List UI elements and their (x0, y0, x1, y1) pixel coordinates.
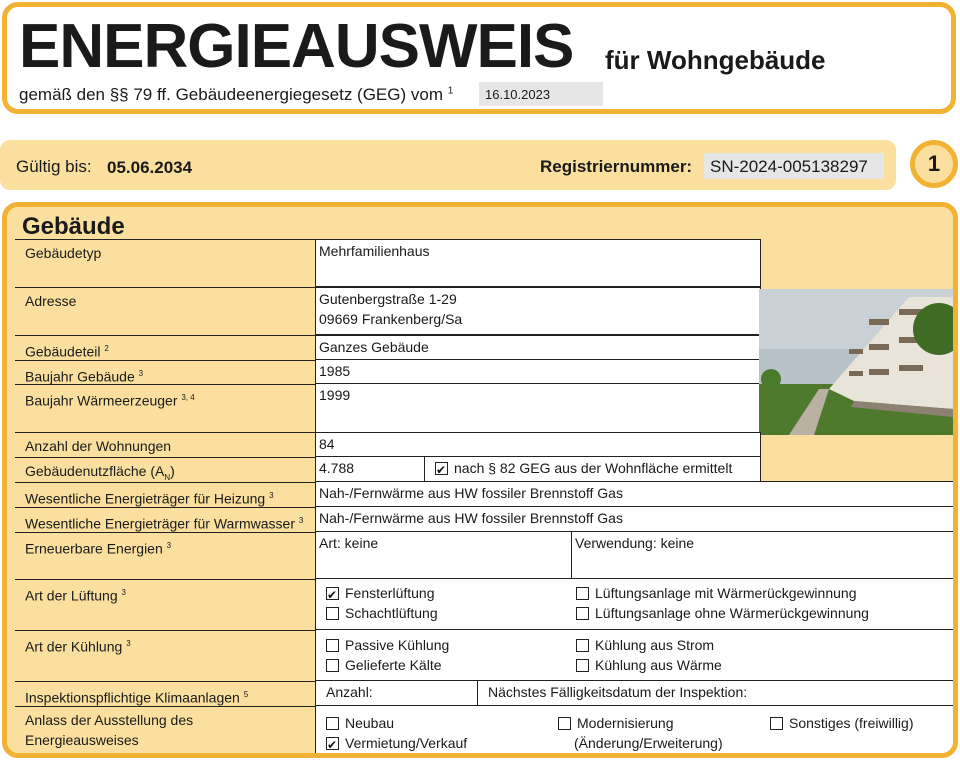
issue-reason-options (315, 705, 957, 758)
apartments-value: 84 (315, 432, 761, 457)
option-passive-cooling[interactable]: Passive Kühlung (326, 635, 449, 655)
address-line-1: Gutenbergstraße 1-29 (319, 291, 457, 307)
year-building-value: 1985 (315, 359, 761, 384)
section-title: Gebäude (22, 213, 125, 240)
row-label-usable-area: Gebäudenutzfläche $(A_N)$ (15, 457, 317, 482)
cooling-heat-checkbox[interactable] (576, 659, 589, 672)
option-cooling-heat[interactable]: Kühlung aus Wärme (576, 655, 722, 675)
registration-number: SN-2024-005138297 (704, 153, 884, 179)
row-label-renewables: Erneuerbare Energien $^3$ (15, 532, 317, 579)
row-label-year-building: Baujahr Gebäude $^3$ (15, 360, 317, 384)
document-subtitle: für Wohngebäude (605, 45, 826, 75)
geg-footnote: 1 (447, 85, 454, 97)
building-photo (759, 289, 953, 435)
renewable-usage-value: Verwendung: keine (571, 531, 957, 579)
other-checkbox[interactable] (770, 717, 783, 730)
window-ventilation-checkbox[interactable] (326, 587, 339, 600)
valid-until-label: Gültig bis: (16, 157, 92, 176)
option-cooling-electric[interactable]: Kühlung aus Strom (576, 635, 714, 655)
passive-cooling-checkbox[interactable] (326, 639, 339, 652)
header-panel (2, 2, 956, 114)
option-shaft-ventilation[interactable]: Schachtlüftung (326, 603, 438, 623)
modernisation-checkbox[interactable] (558, 717, 571, 730)
usable-area-note: ✔ nach § 82 GEG aus der Wohnfläche ermittelt (424, 456, 761, 482)
ventilation-options (315, 578, 957, 630)
aircon-count-field: Anzahl: (315, 680, 478, 706)
usable-area-value: 4.788 (315, 456, 425, 482)
address-line-2: 09669 Frankenberg/Sa (319, 311, 463, 327)
rent-sale-checkbox[interactable] (326, 737, 339, 750)
valid-until-date: 05.06.2034 (107, 158, 193, 177)
vent-without-recovery-checkbox[interactable] (576, 607, 589, 620)
new-build-checkbox[interactable] (326, 717, 339, 730)
area-method-checkbox[interactable] (435, 462, 448, 475)
delivered-cold-checkbox[interactable] (326, 659, 339, 672)
option-rent-sale[interactable]: ✔Vermietung/Verkauf (326, 733, 467, 753)
option-modernisation[interactable]: Modernisierung (558, 713, 674, 733)
cooling-options (315, 629, 957, 681)
building-part-value: Ganzes Gebäude (315, 335, 761, 360)
row-label-issue-reason: Anlass der Ausstellung des Energieausweises (15, 706, 317, 758)
heating-carrier-value: Nah-/Fernwärme aus HW fossiler Brennstoff Gas (315, 481, 957, 507)
row-label-heating-carrier: Wesentliche Energieträger für Heizung $^3$ (15, 482, 317, 507)
row-label-apartments: Anzahl der Wohnungen (15, 432, 317, 457)
option-window-ventilation[interactable]: ✔ Fensterlüftung (326, 583, 435, 603)
row-label-year-heater: Baujahr Wärmeerzeuger $^{3, 4}$ (15, 384, 317, 432)
row-label-aircon-inspection: Inspektionspflichtige Klimaanlagen $^5$ (15, 681, 317, 706)
geg-text: gemäß den §§ 79 ff. Gebäudeenergiegesetz (GEG) vom (19, 85, 443, 104)
cooling-electric-checkbox[interactable] (576, 639, 589, 652)
row-label-hotwater-carrier: Wesentliche Energieträger für Warmwasser $^3$ (15, 507, 317, 532)
registration-label: Registriernummer: (540, 157, 693, 176)
renewable-type-value: Art: keine (315, 531, 572, 579)
row-label-address: Adresse (15, 287, 317, 335)
modernisation-subtext: (Änderung/Erweiterung) (574, 735, 723, 751)
option-vent-with-recovery[interactable]: Lüftungsanlage mit Wärmerückgewinnung (576, 583, 856, 603)
page-number-badge: 1 (910, 140, 958, 188)
option-new-build[interactable]: Neubau (326, 713, 394, 733)
address-value (315, 287, 761, 335)
geg-date-field: 16.10.2023 (479, 82, 603, 106)
building-section (2, 202, 958, 758)
option-other[interactable]: Sonstiges (freiwillig) (770, 713, 913, 733)
option-vent-without-recovery[interactable]: Lüftungsanlage ohne Wärmerückgewinnung (576, 603, 869, 623)
validity-bar (0, 140, 896, 190)
row-label-cooling: Art der Kühlung $^3$ (15, 630, 317, 680)
building-type-value: Mehrfamilienhaus (315, 239, 761, 287)
geg-reference (19, 85, 453, 105)
row-label-ventilation: Art der Lüftung $^3$ (15, 579, 317, 629)
building-photo-image (759, 289, 953, 435)
vent-with-recovery-checkbox[interactable] (576, 587, 589, 600)
shaft-ventilation-checkbox[interactable] (326, 607, 339, 620)
row-label-building-type: Gebäudetyp (15, 239, 317, 287)
year-heater-value: 1999 (315, 383, 761, 433)
document-title: ENERGIEAUSWEIS (19, 12, 574, 81)
hotwater-carrier-value: Nah-/Fernwärme aus HW fossiler Brennstoff Gas (315, 506, 957, 532)
option-delivered-cold[interactable]: Gelieferte Kälte (326, 655, 442, 675)
aircon-inspection-due-field: Nächstes Fälligkeitsdatum der Inspektion: (477, 680, 957, 706)
row-label-building-part: Gebäudeteil $^2$ (15, 335, 317, 359)
